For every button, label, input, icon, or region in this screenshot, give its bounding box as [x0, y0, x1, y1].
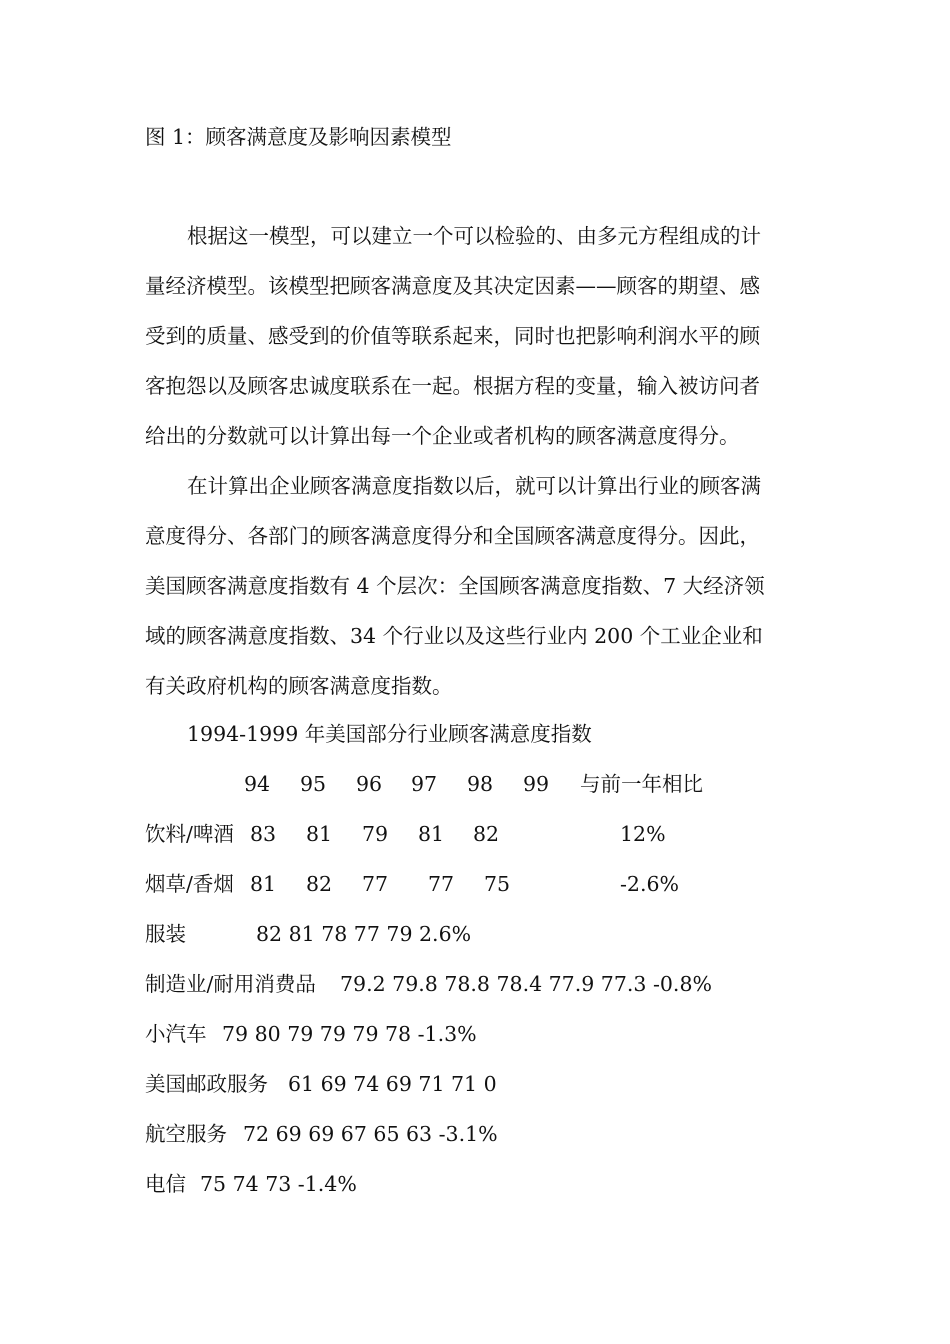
row-label: 制造业/耐用消费品 [145, 972, 316, 996]
row-value: 77 [362, 872, 389, 896]
row-label: 服装 [145, 922, 186, 946]
row-values: 61 69 74 69 71 71 0 [288, 1072, 497, 1096]
row-value: 82 [473, 822, 500, 846]
paragraph-line: 意度得分、各部门的顾客满意度得分和全国顾客满意度得分。因此， [145, 524, 760, 548]
row-values: 72 69 69 67 65 63 -3.1% [243, 1122, 498, 1146]
row-label: 饮料/啤酒 [145, 822, 234, 846]
row-label: 小汽车 [145, 1022, 207, 1046]
row-value: 77 [428, 872, 455, 896]
row-values: 79.2 79.8 78.8 78.4 77.9 77.3 -0.8% [340, 972, 712, 996]
row-value: 81 [250, 872, 277, 896]
row-label: 电信 [145, 1172, 186, 1196]
paragraph-line: 客抱怨以及顾客忠诚度联系在一起。根据方程的变量，输入被访问者 [145, 374, 760, 398]
row-value: 81 [306, 822, 333, 846]
header-year: 99 [523, 772, 550, 796]
figure-caption: 图 1：顾客满意度及影响因素模型 [145, 125, 452, 149]
row-change: 12% [620, 822, 666, 846]
header-year: 96 [356, 772, 383, 796]
paragraph-line: 根据这一模型，可以建立一个可以检验的、由多元方程组成的计 [187, 224, 761, 248]
row-label: 航空服务 [145, 1122, 227, 1146]
header-year: 95 [300, 772, 327, 796]
row-label: 美国邮政服务 [145, 1072, 268, 1096]
table-title: 1994-1999 年美国部分行业顾客满意度指数 [187, 722, 592, 746]
paragraph-line: 量经济模型。该模型把顾客满意度及其决定因素——顾客的期望、感 [145, 274, 760, 298]
header-year: 97 [411, 772, 438, 796]
header-year: 94 [244, 772, 271, 796]
row-values: 75 74 73 -1.4% [200, 1172, 357, 1196]
paragraph-line: 有关政府机构的顾客满意度指数。 [145, 674, 453, 698]
row-change: -2.6% [620, 872, 680, 896]
row-value: 83 [250, 822, 277, 846]
row-values: 82 81 78 77 79 2.6% [256, 922, 472, 946]
row-value: 82 [306, 872, 333, 896]
row-value: 81 [418, 822, 445, 846]
paragraph-line: 给出的分数就可以计算出每一个企业或者机构的顾客满意度得分。 [145, 424, 740, 448]
paragraph-line: 域的顾客满意度指数、34 个行业以及这些行业内 200 个工业企业和 [145, 624, 763, 648]
header-year: 98 [467, 772, 494, 796]
paragraph-line: 美国顾客满意度指数有 4 个层次：全国顾客满意度指数、7 大经济领 [145, 574, 765, 598]
row-label: 烟草/香烟 [145, 872, 234, 896]
row-values: 79 80 79 79 79 78 -1.3% [222, 1022, 477, 1046]
row-value: 79 [362, 822, 389, 846]
row-value: 75 [484, 872, 511, 896]
paragraph-line: 在计算出企业顾客满意度指数以后，就可以计算出行业的顾客满 [187, 474, 761, 498]
paragraph-line: 受到的质量、感受到的价值等联系起来，同时也把影响利润水平的顾 [145, 324, 760, 348]
header-change: 与前一年相比 [580, 772, 703, 796]
